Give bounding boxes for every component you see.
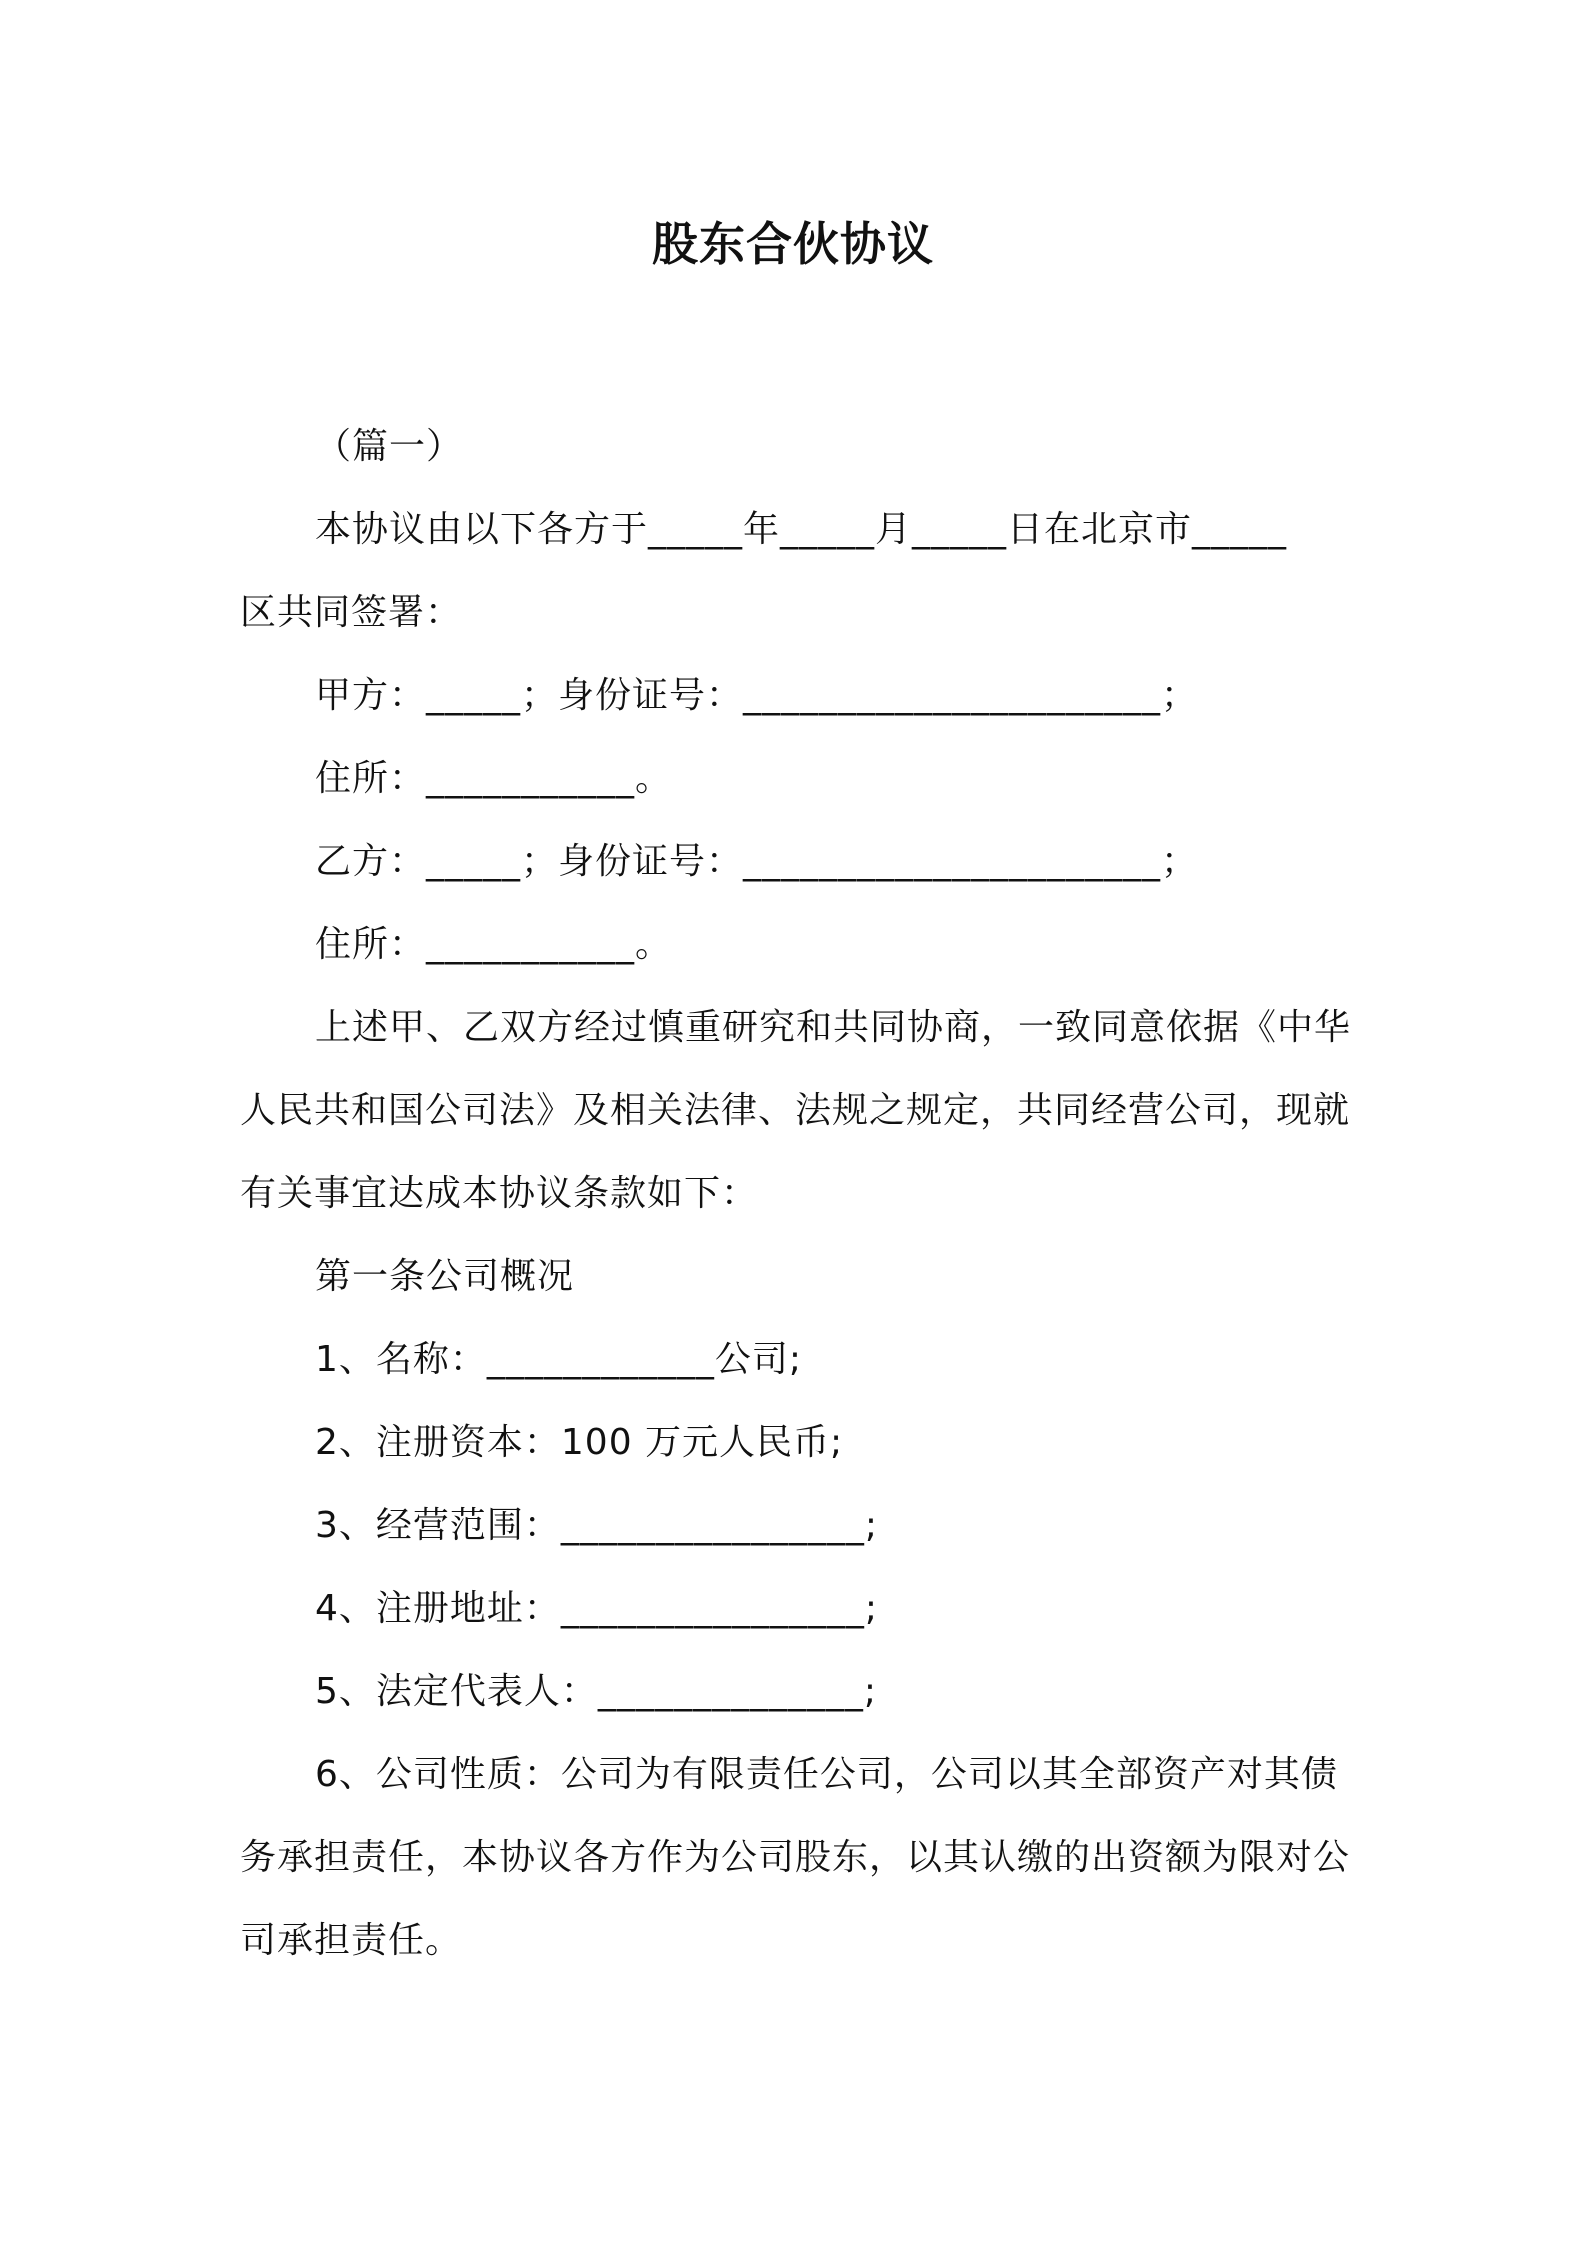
list-item: 4、注册地址：________________; bbox=[315, 1588, 879, 1629]
party-a: 甲方：_____；身份证号：______________________； bbox=[315, 675, 1199, 716]
article-1-heading: 第一条公司概况 bbox=[315, 1256, 575, 1297]
item-6-line-2: 务承担责任，本协议各方作为公司股东，以其认缴的出资额为限对公 bbox=[240, 1837, 1351, 1878]
intro-line-1: 本协议由以下各方于_____年_____月_____日在北京市_____ bbox=[315, 509, 1288, 550]
list-item: 5、法定代表人：______________; bbox=[315, 1671, 878, 1712]
item-6-line-1: 6、公司性质：公司为有限责任公司，公司以其全部资产对其债 bbox=[315, 1754, 1338, 1795]
list-item: 1、名称：____________公司; bbox=[315, 1339, 803, 1380]
document-title: 股东合伙协议 bbox=[652, 217, 934, 271]
document-body bbox=[240, 405, 1360, 1982]
preamble-line-3: 有关事宜达成本协议条款如下： bbox=[240, 1173, 759, 1214]
party-b-address: 住所：___________。 bbox=[315, 924, 673, 965]
section-label: （篇一） bbox=[315, 426, 464, 467]
intro-line-2: 区共同签署： bbox=[240, 592, 463, 633]
preamble-line-1: 上述甲、乙双方经过慎重研究和共同协商，一致同意依据《中华 bbox=[315, 1007, 1352, 1048]
list-item: 3、经营范围：________________; bbox=[315, 1505, 879, 1546]
party-b: 乙方：_____；身份证号：______________________； bbox=[315, 841, 1199, 882]
party-a-address: 住所：___________。 bbox=[315, 758, 673, 799]
item-6-line-3: 司承担责任。 bbox=[240, 1920, 463, 1961]
list-item: 2、注册资本：100 万元人民币; bbox=[315, 1422, 844, 1463]
preamble-line-2: 人民共和国公司法》及相关法律、法规之规定，共同经营公司，现就 bbox=[240, 1090, 1351, 1131]
